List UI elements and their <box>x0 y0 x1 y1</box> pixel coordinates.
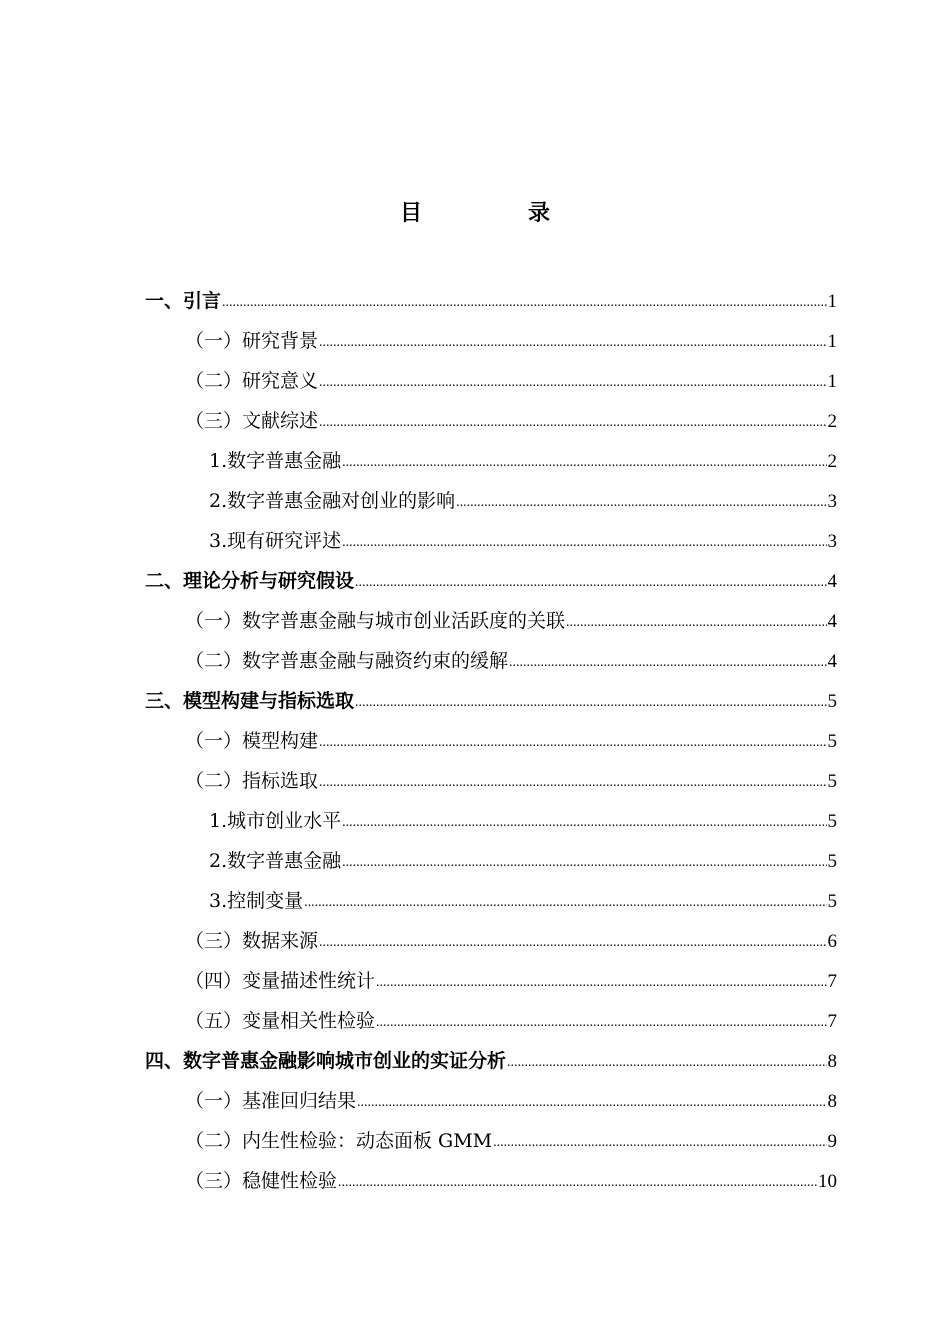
toc-dot-leader <box>304 885 826 921</box>
toc-entry-label: （二）内生性检验：动态面板 GMM <box>185 1130 493 1152</box>
toc-page-number: 5 <box>827 891 837 912</box>
toc-entry-label: 2.数字普惠金融对创业的影响 <box>209 490 456 512</box>
toc-entry[interactable] <box>145 1123 837 1163</box>
toc-entry[interactable] <box>145 483 837 523</box>
toc-entry[interactable] <box>145 923 837 963</box>
toc-entry[interactable] <box>145 883 837 923</box>
toc-dot-leader <box>338 1165 817 1201</box>
toc-page-number: 8 <box>827 1051 837 1072</box>
toc-dot-leader <box>342 845 826 881</box>
toc-page-number: 3 <box>827 531 837 552</box>
toc-entry-label: 二、理论分析与研究假设 <box>145 570 355 592</box>
toc-dot-leader <box>376 965 826 1001</box>
toc-dot-leader <box>376 1005 826 1041</box>
toc-entry-label: 3.现有研究评述 <box>209 530 342 552</box>
toc-entry[interactable] <box>145 723 837 763</box>
toc-entry[interactable] <box>145 963 837 1003</box>
toc-entry[interactable] <box>145 323 837 363</box>
toc-entry[interactable] <box>145 843 837 883</box>
toc-entry[interactable] <box>145 603 837 643</box>
toc-entry-label: （三）数据来源 <box>185 930 319 952</box>
toc-entry[interactable] <box>145 643 837 683</box>
toc-dot-leader <box>355 565 826 601</box>
toc-page-number: 5 <box>827 771 837 792</box>
toc-dot-leader <box>509 645 826 681</box>
toc-entry[interactable] <box>145 283 837 323</box>
toc-dot-leader <box>319 725 826 761</box>
toc-entry[interactable] <box>145 1163 837 1203</box>
toc-page-number: 2 <box>827 451 837 472</box>
toc-entry-label: （二）数字普惠金融与融资约束的缓解 <box>185 650 509 672</box>
toc-entry[interactable] <box>145 403 837 443</box>
toc-page-number: 4 <box>827 571 837 592</box>
toc-page-number: 10 <box>818 1171 837 1192</box>
toc-entry-label: 2.数字普惠金融 <box>209 850 342 872</box>
toc-page-number: 5 <box>827 731 837 752</box>
toc-page-number: 6 <box>827 931 837 952</box>
toc-page-number: 3 <box>827 491 837 512</box>
toc-entry[interactable] <box>145 1083 837 1123</box>
toc-entry-label: 1.城市创业水平 <box>209 810 342 832</box>
toc-entry-label: 三、模型构建与指标选取 <box>145 690 355 712</box>
toc-dot-leader <box>507 1045 826 1081</box>
toc-page-number: 7 <box>827 971 837 992</box>
toc-page-number: 5 <box>827 691 837 712</box>
toc-entry-label: 3.控制变量 <box>209 890 304 912</box>
toc-page-number: 1 <box>827 331 837 352</box>
toc-entry[interactable] <box>145 363 837 403</box>
toc-dot-leader <box>566 605 826 641</box>
toc-entry[interactable] <box>145 763 837 803</box>
toc-title: 目 录 <box>399 201 592 226</box>
toc-entry[interactable] <box>145 443 837 483</box>
toc-entry-label: （三）文献综述 <box>185 410 319 432</box>
toc-dot-leader <box>456 485 826 521</box>
toc-dot-leader <box>319 925 826 961</box>
toc-entry-label: 1.数字普惠金融 <box>209 450 342 472</box>
toc-entry-label: （五）变量相关性检验 <box>185 1010 376 1032</box>
toc-entry-label: 四、数字普惠金融影响城市创业的实证分析 <box>145 1050 507 1072</box>
toc-list <box>145 283 837 1203</box>
toc-page-number: 5 <box>827 851 837 872</box>
toc-dot-leader <box>319 765 826 801</box>
toc-entry[interactable] <box>145 1003 837 1043</box>
toc-dot-leader <box>355 685 826 721</box>
toc-dot-leader <box>342 445 826 481</box>
toc-page-number: 8 <box>827 1091 837 1112</box>
toc-page-number: 7 <box>827 1011 837 1032</box>
toc-dot-leader <box>319 325 826 361</box>
toc-dot-leader <box>319 405 826 441</box>
toc-page-number: 4 <box>827 651 837 672</box>
toc-page-number: 1 <box>827 371 837 392</box>
toc-entry[interactable] <box>145 563 837 603</box>
toc-entry[interactable] <box>145 803 837 843</box>
toc-entry[interactable] <box>145 523 837 563</box>
toc-dot-leader <box>342 805 826 841</box>
toc-page-number: 1 <box>827 291 837 312</box>
toc-dot-leader <box>493 1125 826 1161</box>
toc-page-number: 2 <box>827 411 837 432</box>
toc-entry-label: （二）研究意义 <box>185 370 319 392</box>
toc-entry-label: （一）研究背景 <box>185 330 319 352</box>
toc-entry-label: （一）数字普惠金融与城市创业活跃度的关联 <box>185 610 566 632</box>
toc-dot-leader <box>319 365 826 401</box>
toc-dot-leader <box>342 525 826 561</box>
toc-page-number: 5 <box>827 811 837 832</box>
toc-entry-label: （二）指标选取 <box>185 770 319 792</box>
toc-entry-label: 一、引言 <box>145 290 222 312</box>
toc-entry[interactable] <box>145 1043 837 1083</box>
toc-dot-leader <box>222 285 826 321</box>
toc-page-number: 4 <box>827 611 837 632</box>
toc-entry-label: （一）基准回归结果 <box>185 1090 357 1112</box>
toc-entry-label: （四）变量描述性统计 <box>185 970 376 992</box>
toc-dot-leader <box>357 1085 826 1121</box>
toc-entry-label: （三）稳健性检验 <box>185 1170 338 1192</box>
toc-entry-label: （一）模型构建 <box>185 730 319 752</box>
toc-page-number: 9 <box>827 1131 837 1152</box>
toc-entry[interactable] <box>145 683 837 723</box>
